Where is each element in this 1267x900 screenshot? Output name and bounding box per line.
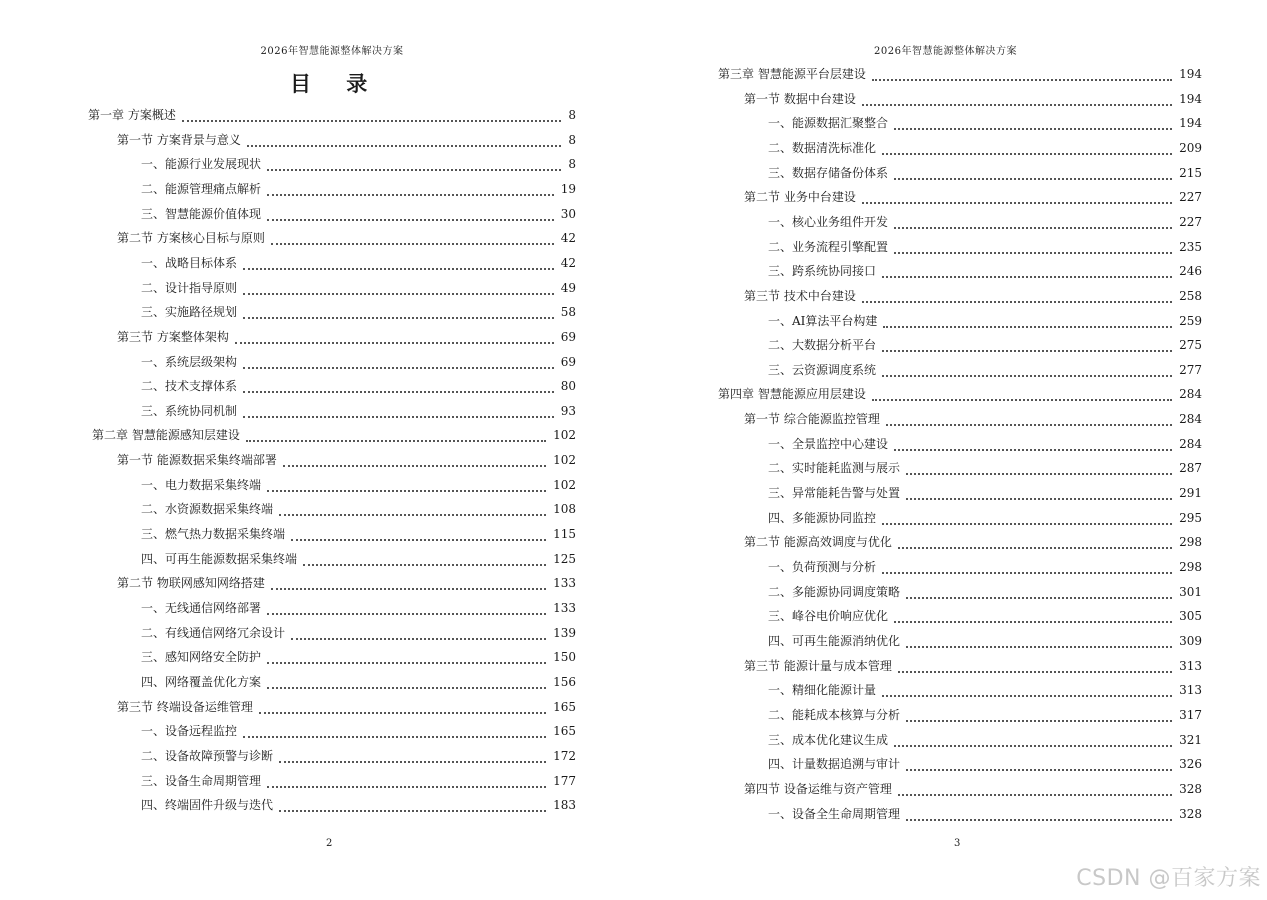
toc-entry-page: 227 <box>1179 190 1202 205</box>
toc-entry[interactable] <box>768 212 1202 232</box>
toc-entry[interactable] <box>141 771 576 791</box>
toc-entry[interactable] <box>768 557 1202 577</box>
toc-entry-label: 一、核心业务组件开发 <box>768 214 889 229</box>
toc-entry-page: 93 <box>560 403 576 418</box>
toc-entry-page: 165 <box>553 699 576 714</box>
toc-entry-label: 三、异常能耗告警与处置 <box>768 486 901 501</box>
toc-entry-page: 215 <box>1179 165 1202 180</box>
toc-entry-label: 二、业务流程引擎配置 <box>768 239 889 254</box>
toc-leader-dots <box>882 336 1172 352</box>
toc-leader-dots <box>182 106 562 122</box>
toc-entry[interactable] <box>141 401 576 421</box>
toc-entry-label: 第一节 方案背景与意义 <box>117 132 241 147</box>
toc-leader-dots <box>894 238 1172 254</box>
toc-entry[interactable] <box>768 138 1202 158</box>
page-header: 2026年智慧能源整体解决方案 <box>874 46 1017 57</box>
toc-entry-label: 一、电力数据采集终端 <box>141 477 262 492</box>
toc-entry-page: 69 <box>560 329 576 344</box>
toc-leader-dots <box>291 624 546 640</box>
toc-leader-dots <box>883 312 1172 328</box>
toc-entry-page: 313 <box>1179 658 1202 673</box>
toc-entry[interactable] <box>141 795 576 815</box>
toc-entry-label: 二、水资源数据采集终端 <box>141 502 274 517</box>
toc-leader-dots <box>279 796 546 812</box>
page-number: 3 <box>954 838 961 849</box>
toc-entry[interactable] <box>141 598 576 618</box>
toc-entry-label: 第二节 业务中台建设 <box>744 190 856 205</box>
toc-leader-dots <box>279 747 546 763</box>
toc-entry-page: 69 <box>560 354 576 369</box>
toc-entry-label: 二、实时能耗监测与展示 <box>768 461 901 476</box>
toc-entry[interactable] <box>117 450 576 470</box>
toc-leader-dots <box>906 459 1172 475</box>
toc-entry[interactable] <box>744 409 1202 429</box>
toc-leader-dots <box>243 303 554 319</box>
toc-entry-label: 第三节 方案整体架构 <box>117 329 229 344</box>
toc-entry-label: 第一节 综合能源监控管理 <box>744 412 880 427</box>
toc-entry[interactable] <box>768 113 1202 133</box>
toc-entry-label: 三、实施路径规划 <box>141 305 238 320</box>
toc-entry-page: 19 <box>560 181 576 196</box>
toc-entry-label: 第二节 方案核心目标与原则 <box>117 231 265 246</box>
toc-entry-page: 194 <box>1179 91 1202 106</box>
toc-entry-label: 第三节 终端设备运维管理 <box>117 699 253 714</box>
toc-leader-dots <box>898 780 1172 796</box>
toc-entry[interactable] <box>768 631 1202 651</box>
toc-entry-label: 三、智慧能源价值体现 <box>141 206 262 221</box>
toc-entry-page: 102 <box>553 477 576 492</box>
toc-entry[interactable] <box>141 524 576 544</box>
toc-leader-dots <box>862 188 1172 204</box>
toc-entry-page: 30 <box>560 206 576 221</box>
toc-entry-page: 172 <box>553 748 576 763</box>
toc-leader-dots <box>243 722 546 738</box>
toc-leader-dots <box>898 657 1172 673</box>
toc-leader-dots <box>271 229 554 245</box>
toc-entry[interactable] <box>92 425 576 445</box>
toc-leader-dots <box>235 328 554 344</box>
toc-entry[interactable] <box>117 228 576 248</box>
toc-entry-label: 三、感知网络安全防护 <box>141 650 262 665</box>
toc-entry[interactable] <box>141 204 576 224</box>
toc-entry-label: 四、网络覆盖优化方案 <box>141 674 262 689</box>
toc-entry-label: 一、无线通信网络部署 <box>141 601 262 615</box>
toc-entry-page: 235 <box>1179 239 1202 254</box>
toc-entry-page: 102 <box>553 428 576 443</box>
toc-entry[interactable] <box>141 549 576 569</box>
toc-entry-label: 一、AI算法平台构建 <box>768 313 878 328</box>
toc-entry-page: 8 <box>568 108 576 122</box>
toc-entry-label: 第四节 设备运维与资产管理 <box>744 781 892 796</box>
toc-entry-page: 108 <box>553 502 576 517</box>
toc-entry-page: 284 <box>1179 387 1202 402</box>
toc-leader-dots <box>279 500 546 516</box>
toc-entry-page: 42 <box>560 231 576 246</box>
toc-leader-dots <box>303 550 546 566</box>
toc-entry-label: 四、可再生能源数据采集终端 <box>141 551 298 566</box>
toc-entry[interactable] <box>141 302 576 322</box>
toc-entry-label: 一、设备远程监控 <box>141 724 238 739</box>
watermark: CSDN @百家方案 <box>1076 866 1261 891</box>
toc-leader-dots <box>906 805 1172 821</box>
toc-entry[interactable] <box>768 163 1202 183</box>
toc-leader-dots <box>898 533 1172 549</box>
toc-entry-page: 246 <box>1179 264 1202 279</box>
toc-entry-page: 295 <box>1179 510 1202 525</box>
toc-entry[interactable] <box>141 154 576 174</box>
toc-entry-label: 第二节 能源高效调度与优化 <box>744 535 892 550</box>
toc-entry-page: 328 <box>1179 806 1202 821</box>
toc-leader-dots <box>894 114 1172 130</box>
toc-leader-dots <box>243 377 554 393</box>
toc-entry[interactable] <box>768 582 1202 602</box>
toc-entry[interactable] <box>768 458 1202 478</box>
toc-entry-page: 150 <box>553 650 576 665</box>
toc-entry-label: 三、燃气热力数据采集终端 <box>141 527 286 542</box>
toc-entry-page: 139 <box>553 625 576 640</box>
toc-entry[interactable] <box>768 508 1202 528</box>
toc-leader-dots <box>906 755 1172 771</box>
toc-leader-dots <box>291 525 546 541</box>
toc-entry-label: 第一节 数据中台建设 <box>744 91 856 106</box>
toc-entry-label: 三、设备生命周期管理 <box>141 773 262 788</box>
toc-leader-dots <box>872 385 1172 401</box>
toc-leader-dots <box>243 353 554 369</box>
toc-entry[interactable] <box>141 376 576 396</box>
toc-entry-label: 二、设备故障预警与诊断 <box>141 748 274 763</box>
toc-entry[interactable] <box>117 573 576 593</box>
toc-entry-label: 二、技术支撑体系 <box>141 379 238 394</box>
toc-entry-label: 二、数据清洗标准化 <box>768 140 877 155</box>
toc-entry-page: 58 <box>560 305 576 320</box>
toc-leader-dots <box>894 435 1172 451</box>
toc-entry-page: 209 <box>1179 140 1202 155</box>
toc-entry[interactable] <box>141 179 576 199</box>
toc-entry-page: 326 <box>1179 757 1202 772</box>
toc-entry-label: 四、终端固件升级与迭代 <box>141 798 274 813</box>
toc-entry[interactable] <box>768 680 1202 700</box>
toc-leader-dots <box>906 484 1172 500</box>
toc-entry-label: 二、有线通信网络冗余设计 <box>141 625 286 640</box>
toc-leader-dots <box>267 155 561 171</box>
toc-entry-page: 194 <box>1179 116 1202 131</box>
toc-entry[interactable] <box>141 623 576 643</box>
toc-entry-label: 第四章 智慧能源应用层建设 <box>718 387 866 402</box>
toc-leader-dots <box>882 361 1172 377</box>
toc-entry-page: 102 <box>553 453 576 468</box>
toc-leader-dots <box>243 279 554 295</box>
toc-entry-label: 二、设计指导原则 <box>141 280 238 295</box>
toc-entry-label: 四、多能源协同监控 <box>768 510 877 525</box>
toc-entry-page: 133 <box>553 601 576 615</box>
toc-leader-dots <box>271 574 546 590</box>
toc-entry-page: 8 <box>568 132 576 147</box>
toc-entry-label: 一、全景监控中心建设 <box>768 436 889 451</box>
toc-leader-dots <box>872 65 1172 81</box>
toc-entry-page: 284 <box>1179 436 1202 451</box>
toc-entry-label: 三、系统协同机制 <box>141 403 238 418</box>
toc-entry-page: 313 <box>1179 683 1202 698</box>
toc-leader-dots <box>283 451 546 467</box>
toc-entry-page: 277 <box>1179 362 1202 377</box>
toc-leader-dots <box>882 509 1172 525</box>
toc-leader-dots <box>906 632 1172 648</box>
toc-entry[interactable] <box>117 697 576 717</box>
toc-entry-label: 二、能耗成本核算与分析 <box>768 707 901 722</box>
toc-entry-page: 317 <box>1179 707 1202 722</box>
toc-entry[interactable] <box>88 105 576 125</box>
toc-entry[interactable] <box>768 730 1202 750</box>
toc-entry-label: 一、能源行业发展现状 <box>141 157 262 172</box>
toc-entry[interactable] <box>141 278 576 298</box>
toc-leader-dots <box>267 648 546 664</box>
toc-leader-dots <box>882 681 1172 697</box>
toc-entry-label: 一、精细化能源计量 <box>768 683 877 698</box>
toc-leader-dots <box>894 213 1172 229</box>
toc-entry-page: 115 <box>553 527 576 542</box>
toc-leader-dots <box>267 180 554 196</box>
toc-entry[interactable] <box>744 89 1202 109</box>
toc-leader-dots <box>267 772 546 788</box>
right-page <box>634 0 1267 900</box>
toc-entry-page: 42 <box>560 255 576 270</box>
toc-entry-page: 275 <box>1179 338 1202 353</box>
toc-entry-page: 8 <box>568 157 576 172</box>
toc-entry-label: 第一章 方案概述 <box>88 108 176 122</box>
toc-entry-label: 三、峰谷电价响应优化 <box>768 609 889 624</box>
toc-entry-label: 一、负荷预测与分析 <box>768 560 877 574</box>
toc-entry[interactable] <box>141 499 576 519</box>
toc-leader-dots <box>267 599 546 615</box>
toc-leader-dots <box>894 731 1172 747</box>
toc-entry-page: 49 <box>560 280 576 295</box>
toc-entry[interactable] <box>768 804 1202 824</box>
toc-entry-page: 298 <box>1179 560 1202 574</box>
toc-leader-dots <box>882 558 1172 574</box>
toc-leader-dots <box>882 262 1172 278</box>
toc-entry-label: 二、能源管理痛点解析 <box>141 181 262 196</box>
toc-entry[interactable] <box>744 779 1202 799</box>
toc-entry-page: 177 <box>553 773 576 788</box>
toc-entry-page: 287 <box>1179 461 1202 476</box>
toc-entry[interactable] <box>768 483 1202 503</box>
toc-leader-dots <box>259 698 546 714</box>
toc-entry-label: 第三章 智慧能源平台层建设 <box>718 67 866 81</box>
toc-entry[interactable] <box>718 384 1202 404</box>
toc-entry-page: 258 <box>1179 288 1202 303</box>
toc-entry-page: 284 <box>1179 412 1202 427</box>
toc-entry-page: 183 <box>553 798 576 813</box>
toc-leader-dots <box>243 402 554 418</box>
toc-entry-label: 一、战略目标体系 <box>141 255 238 270</box>
toc-entry-label: 四、可再生能源消纳优化 <box>768 633 901 648</box>
toc-leader-dots <box>247 131 562 147</box>
toc-entry-label: 一、系统层级架构 <box>141 354 238 369</box>
toc-entry-page: 194 <box>1179 67 1202 81</box>
toc-entry-label: 第二节 物联网感知网络搭建 <box>117 576 265 591</box>
toc-entry[interactable] <box>768 754 1202 774</box>
toc-entry-label: 第三节 能源计量与成本管理 <box>744 658 892 673</box>
toc-leader-dots <box>894 607 1172 623</box>
toc-entry-label: 一、设备全生命周期管理 <box>768 806 901 821</box>
toc-entry[interactable] <box>141 475 576 495</box>
toc-entry-page: 301 <box>1179 584 1202 599</box>
toc-entry-page: 298 <box>1179 535 1202 550</box>
toc-entry[interactable] <box>768 705 1202 725</box>
toc-entry-page: 291 <box>1179 486 1202 501</box>
toc-entry[interactable] <box>117 130 576 150</box>
toc-entry-label: 二、多能源协同调度策略 <box>768 584 901 599</box>
toc-entry[interactable] <box>768 335 1202 355</box>
toc-entry[interactable] <box>718 64 1202 84</box>
toc-entry-label: 第二章 智慧能源感知层建设 <box>92 428 240 443</box>
toc-entry-label: 第三节 技术中台建设 <box>744 288 856 303</box>
toc-entry-label: 二、大数据分析平台 <box>768 338 877 353</box>
toc-leader-dots <box>906 583 1172 599</box>
toc-entry[interactable] <box>141 647 576 667</box>
toc-leader-dots <box>906 706 1172 722</box>
toc-entry-page: 309 <box>1179 633 1202 648</box>
toc-entry-page: 305 <box>1179 609 1202 624</box>
toc-entry-page: 259 <box>1179 313 1202 328</box>
toc-entry[interactable] <box>744 656 1202 676</box>
toc-entry-page: 133 <box>553 576 576 591</box>
toc-entry-label: 三、云资源调度系统 <box>768 362 877 377</box>
toc-leader-dots <box>267 673 546 689</box>
toc-entry-label: 第一节 能源数据采集终端部署 <box>117 453 277 468</box>
toc-entry-page: 328 <box>1179 781 1202 796</box>
toc-entry[interactable] <box>141 721 576 741</box>
toc-entry[interactable] <box>768 606 1202 626</box>
toc-entry[interactable] <box>768 261 1202 281</box>
toc-leader-dots <box>862 90 1172 106</box>
toc-entry[interactable] <box>768 360 1202 380</box>
toc-entry[interactable] <box>117 327 576 347</box>
toc-leader-dots <box>882 139 1172 155</box>
toc-entry[interactable] <box>768 311 1202 331</box>
toc-entry-page: 80 <box>560 379 576 394</box>
toc-leader-dots <box>886 410 1172 426</box>
toc-entry[interactable] <box>744 286 1202 306</box>
toc-entry-label: 三、跨系统协同接口 <box>768 264 877 279</box>
toc-entry[interactable] <box>744 532 1202 552</box>
toc-entry[interactable] <box>744 187 1202 207</box>
toc-entry-label: 三、成本优化建议生成 <box>768 732 889 747</box>
toc-entry-label: 三、数据存储备份体系 <box>768 165 889 180</box>
toc-title: 目 录 <box>290 71 382 96</box>
toc-entry[interactable] <box>141 746 576 766</box>
page-header: 2026年智慧能源整体解决方案 <box>260 46 404 57</box>
toc-entry-page: 125 <box>553 551 576 566</box>
toc-entry[interactable] <box>141 672 576 692</box>
toc-leader-dots <box>267 476 546 492</box>
toc-entry-page: 165 <box>553 724 576 739</box>
toc-leader-dots <box>894 164 1172 180</box>
toc-entry-page: 321 <box>1179 732 1202 747</box>
page-number: 2 <box>326 838 333 849</box>
toc-entry-page: 227 <box>1179 214 1202 229</box>
toc-entry-label: 一、能源数据汇聚整合 <box>768 116 889 131</box>
toc-leader-dots <box>862 287 1172 303</box>
toc-entry-label: 四、计量数据追溯与审计 <box>768 757 901 772</box>
toc-entry[interactable] <box>141 253 576 273</box>
toc-leader-dots <box>243 254 554 270</box>
toc-entry-page: 156 <box>553 674 576 689</box>
toc-leader-dots <box>246 426 546 442</box>
toc-leader-dots <box>267 205 554 221</box>
toc-entry[interactable] <box>141 352 576 372</box>
toc-entry[interactable] <box>768 237 1202 257</box>
toc-entry[interactable] <box>768 434 1202 454</box>
